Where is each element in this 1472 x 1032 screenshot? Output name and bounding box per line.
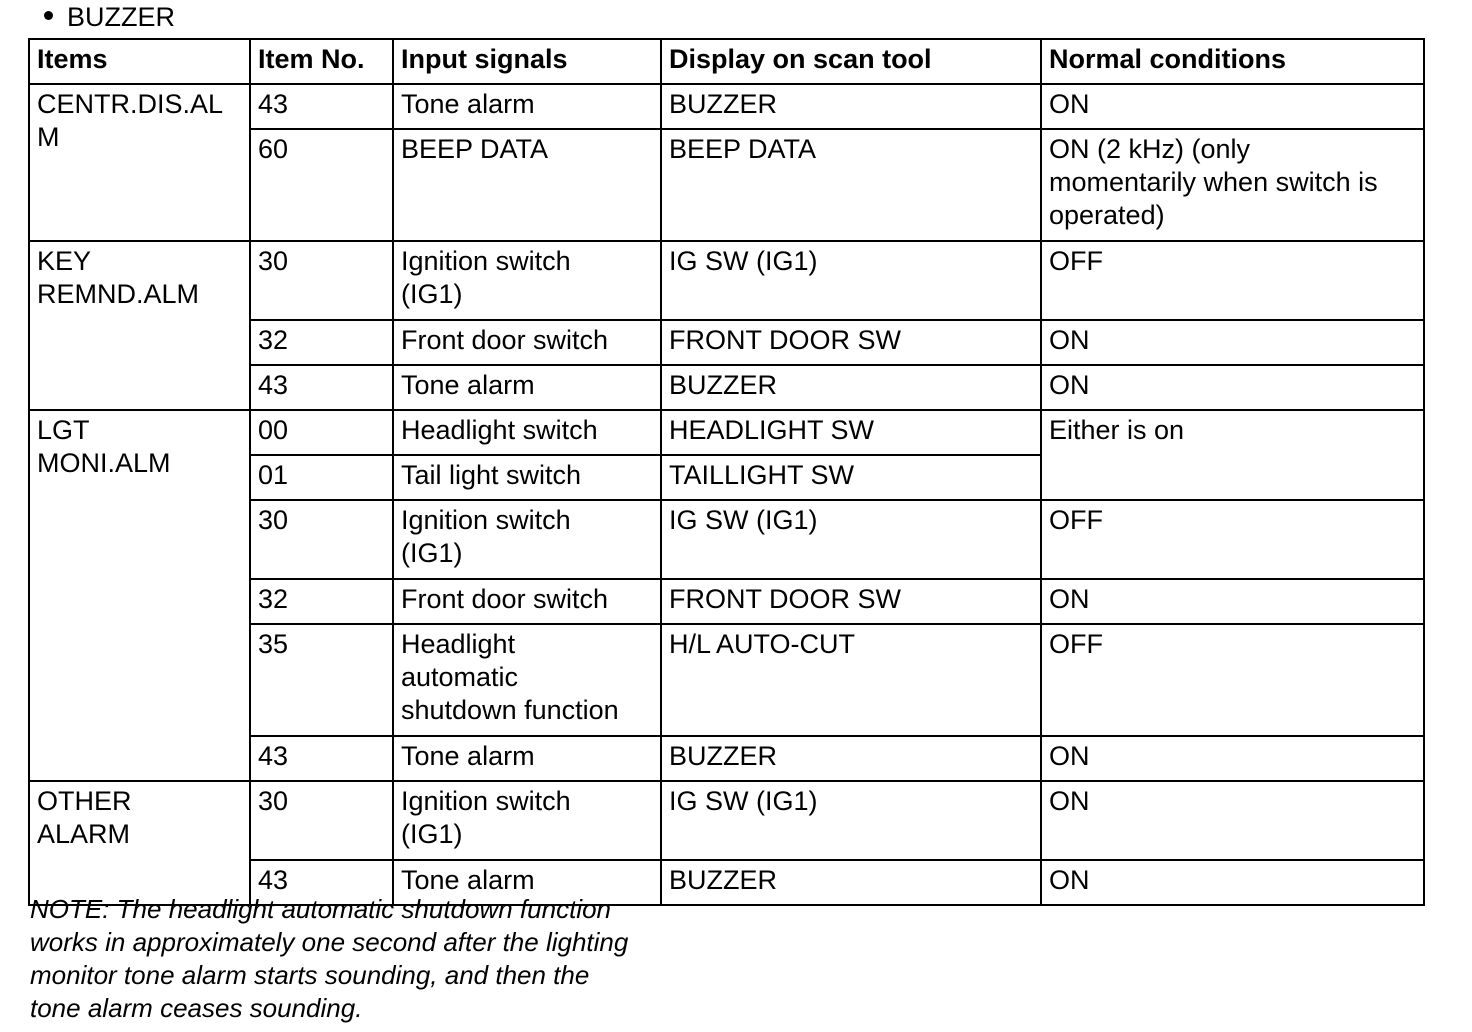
input-signal: Tone alarm xyxy=(393,84,661,129)
input-signal: Ignition switch (IG1) xyxy=(393,781,661,860)
section-heading xyxy=(44,0,175,34)
item-no: 00 xyxy=(250,410,393,455)
item-name: OTHER ALARM xyxy=(29,781,250,905)
header-input-signals: Input signals xyxy=(393,39,661,84)
item-no: 30 xyxy=(250,781,393,860)
item-no: 43 xyxy=(250,736,393,781)
item-no: 32 xyxy=(250,579,393,624)
input-signal: BEEP DATA xyxy=(393,129,661,241)
table-header-row xyxy=(29,39,1424,84)
bullet-icon xyxy=(44,11,53,20)
item-no: 30 xyxy=(250,500,393,579)
input-signal: Front door switch xyxy=(393,579,661,624)
scan-tool-display: FRONT DOOR SW xyxy=(661,579,1041,624)
input-signal: Front door switch xyxy=(393,320,661,365)
scan-tool-display: H/L AUTO-CUT xyxy=(661,624,1041,736)
table-row xyxy=(29,84,1424,129)
header-display-on-scan-tool: Display on scan tool xyxy=(661,39,1041,84)
scan-tool-display: BUZZER xyxy=(661,365,1041,410)
input-signal: Tone alarm xyxy=(393,860,661,905)
scan-tool-display: IG SW (IG1) xyxy=(661,781,1041,860)
note-line: NOTE: The headlight automatic shutdown function xyxy=(30,894,611,924)
scan-tool-display: HEADLIGHT SW xyxy=(661,410,1041,455)
normal-condition: ON xyxy=(1041,365,1424,410)
input-signal: Headlight automatic shutdown function xyxy=(393,624,661,736)
item-no: 43 xyxy=(250,365,393,410)
input-signal: Ignition switch (IG1) xyxy=(393,241,661,320)
table-row xyxy=(29,410,1424,455)
item-name: KEY REMND.ALM xyxy=(29,241,250,410)
normal-condition: ON xyxy=(1041,84,1424,129)
input-signal: Tone alarm xyxy=(393,736,661,781)
normal-condition: Either is on xyxy=(1041,410,1424,500)
input-signal: Tone alarm xyxy=(393,365,661,410)
item-no: 30 xyxy=(250,241,393,320)
normal-condition: ON xyxy=(1041,860,1424,905)
item-no: 01 xyxy=(250,455,393,500)
normal-condition: OFF xyxy=(1041,241,1424,320)
scan-tool-display: FRONT DOOR SW xyxy=(661,320,1041,365)
scan-tool-display: BUZZER xyxy=(661,736,1041,781)
normal-condition: ON (2 kHz) (only momentarily when switch is operated) xyxy=(1041,129,1424,241)
input-signal: Ignition switch (IG1) xyxy=(393,500,661,579)
item-no: 43 xyxy=(250,84,393,129)
normal-condition: ON xyxy=(1041,736,1424,781)
normal-condition: OFF xyxy=(1041,500,1424,579)
note-line: monitor tone alarm starts sounding, and then the xyxy=(30,960,590,990)
normal-condition: ON xyxy=(1041,320,1424,365)
item-name: CENTR.DIS.AL M xyxy=(29,84,250,241)
buzzer-table xyxy=(28,38,1425,906)
scan-tool-display: IG SW (IG1) xyxy=(661,241,1041,320)
item-name: LGT MONI.ALM xyxy=(29,410,250,781)
scan-tool-display: TAILLIGHT SW xyxy=(661,455,1041,500)
section-title: BUZZER xyxy=(67,2,175,32)
scan-tool-display: BUZZER xyxy=(661,860,1041,905)
scan-tool-display: IG SW (IG1) xyxy=(661,500,1041,579)
item-no: 35 xyxy=(250,624,393,736)
note-text xyxy=(30,893,730,1025)
item-no: 60 xyxy=(250,129,393,241)
scan-tool-display: BUZZER xyxy=(661,84,1041,129)
scan-tool-display: BEEP DATA xyxy=(661,129,1041,241)
normal-condition: ON xyxy=(1041,781,1424,860)
note-line: tone alarm ceases sounding. xyxy=(30,993,363,1023)
note-line: works in approximately one second after the lighting xyxy=(30,927,629,957)
table-row xyxy=(29,781,1424,860)
header-normal-conditions: Normal conditions xyxy=(1041,39,1424,84)
item-no: 43 xyxy=(250,860,393,905)
header-items: Items xyxy=(29,39,250,84)
item-no: 32 xyxy=(250,320,393,365)
normal-condition: ON xyxy=(1041,579,1424,624)
input-signal: Headlight switch xyxy=(393,410,661,455)
input-signal: Tail light switch xyxy=(393,455,661,500)
header-item-no: Item No. xyxy=(250,39,393,84)
normal-condition: OFF xyxy=(1041,624,1424,736)
table-row xyxy=(29,241,1424,320)
